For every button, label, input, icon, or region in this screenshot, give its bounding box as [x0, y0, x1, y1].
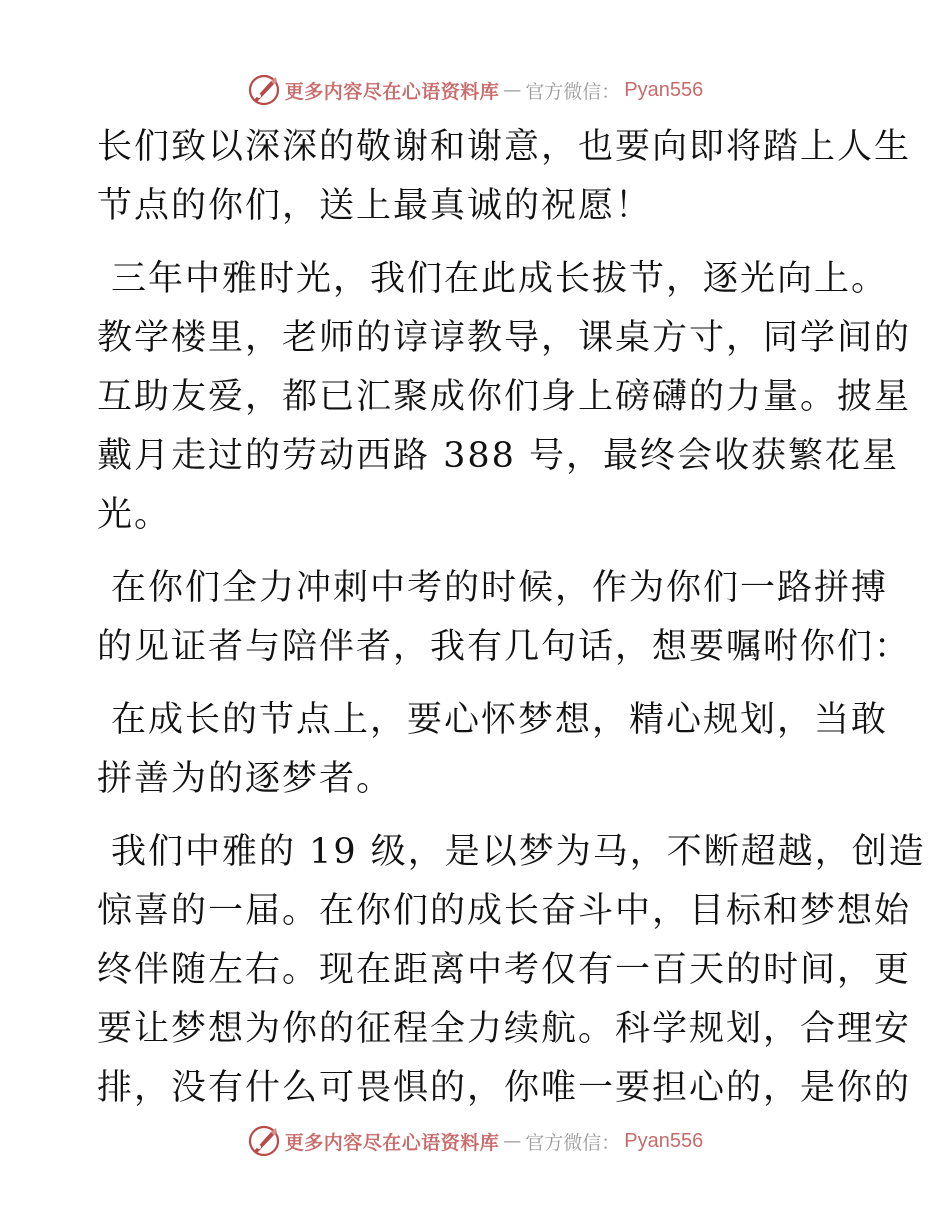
text-line: 拼善为的逐梦者。	[97, 759, 394, 799]
text-line: 教学楼里，老师的谆谆教导，课桌方寸，同学间的	[97, 318, 912, 358]
text-line: 在你们全力冲刺中考的时候，作为你们一路拼搏	[111, 568, 889, 608]
text-line: 排，没有什么可畏惧的，你唯一要担心的，是你的	[97, 1068, 912, 1108]
quill-pen-seal-icon	[247, 73, 281, 107]
header-banner-text: 更多内容尽在心语资料库	[284, 80, 500, 103]
header-banner-separator: —	[503, 79, 522, 101]
text-line: 节点的你们，送上最真诚的祝愿！	[97, 186, 653, 226]
footer-banner-wechat-id: Pyan556	[624, 1129, 704, 1152]
footer-banner-separator: —	[503, 1130, 522, 1152]
footer-banner-inner	[247, 1124, 704, 1158]
footer-banner-official-label: 官方微信：	[525, 1131, 621, 1154]
document-body	[97, 118, 926, 1132]
quill-pen-seal-icon	[247, 1124, 281, 1158]
paragraph-1	[97, 118, 912, 236]
text-line: 的见证者与陪伴者，我有几句话，想要嘱咐你们：	[97, 627, 912, 667]
text-line: 终伴随左右。现在距离中考仅有一百天的时间，更	[97, 950, 912, 990]
text-line: 我们中雅的 19 级，是以梦为马，不断超越，创造	[111, 832, 926, 872]
header-banner-inner	[247, 73, 704, 107]
paragraph-2	[97, 250, 912, 545]
header-banner-official-label: 官方微信：	[525, 80, 621, 103]
footer-banner-text: 更多内容尽在心语资料库	[284, 1131, 500, 1154]
text-line: 要让梦想为你的征程全力续航。科学规划，合理安	[97, 1009, 912, 1049]
header-banner	[0, 70, 950, 110]
text-line: 长们致以深深的敬谢和谢意，也要向即将踏上人生	[97, 127, 912, 167]
text-line: 惊喜的一届。在你们的成长奋斗中，目标和梦想始	[97, 891, 912, 931]
footer-banner	[0, 1121, 950, 1161]
text-line: 在成长的节点上，要心怀梦想，精心规划，当敢	[111, 700, 889, 740]
header-banner-wechat-id: Pyan556	[624, 78, 704, 101]
text-line: 戴月走过的劳动西路 388 号，最终会收获繁花星	[97, 436, 900, 476]
paragraph-3	[97, 559, 912, 677]
paragraph-4	[97, 691, 889, 809]
text-line: 三年中雅时光，我们在此成长拔节，逐光向上。	[111, 259, 889, 299]
text-line: 光。	[97, 495, 172, 535]
text-line: 互助友爱，都已汇聚成你们身上磅礴的力量。披星	[97, 377, 912, 417]
paragraph-5	[97, 823, 926, 1118]
